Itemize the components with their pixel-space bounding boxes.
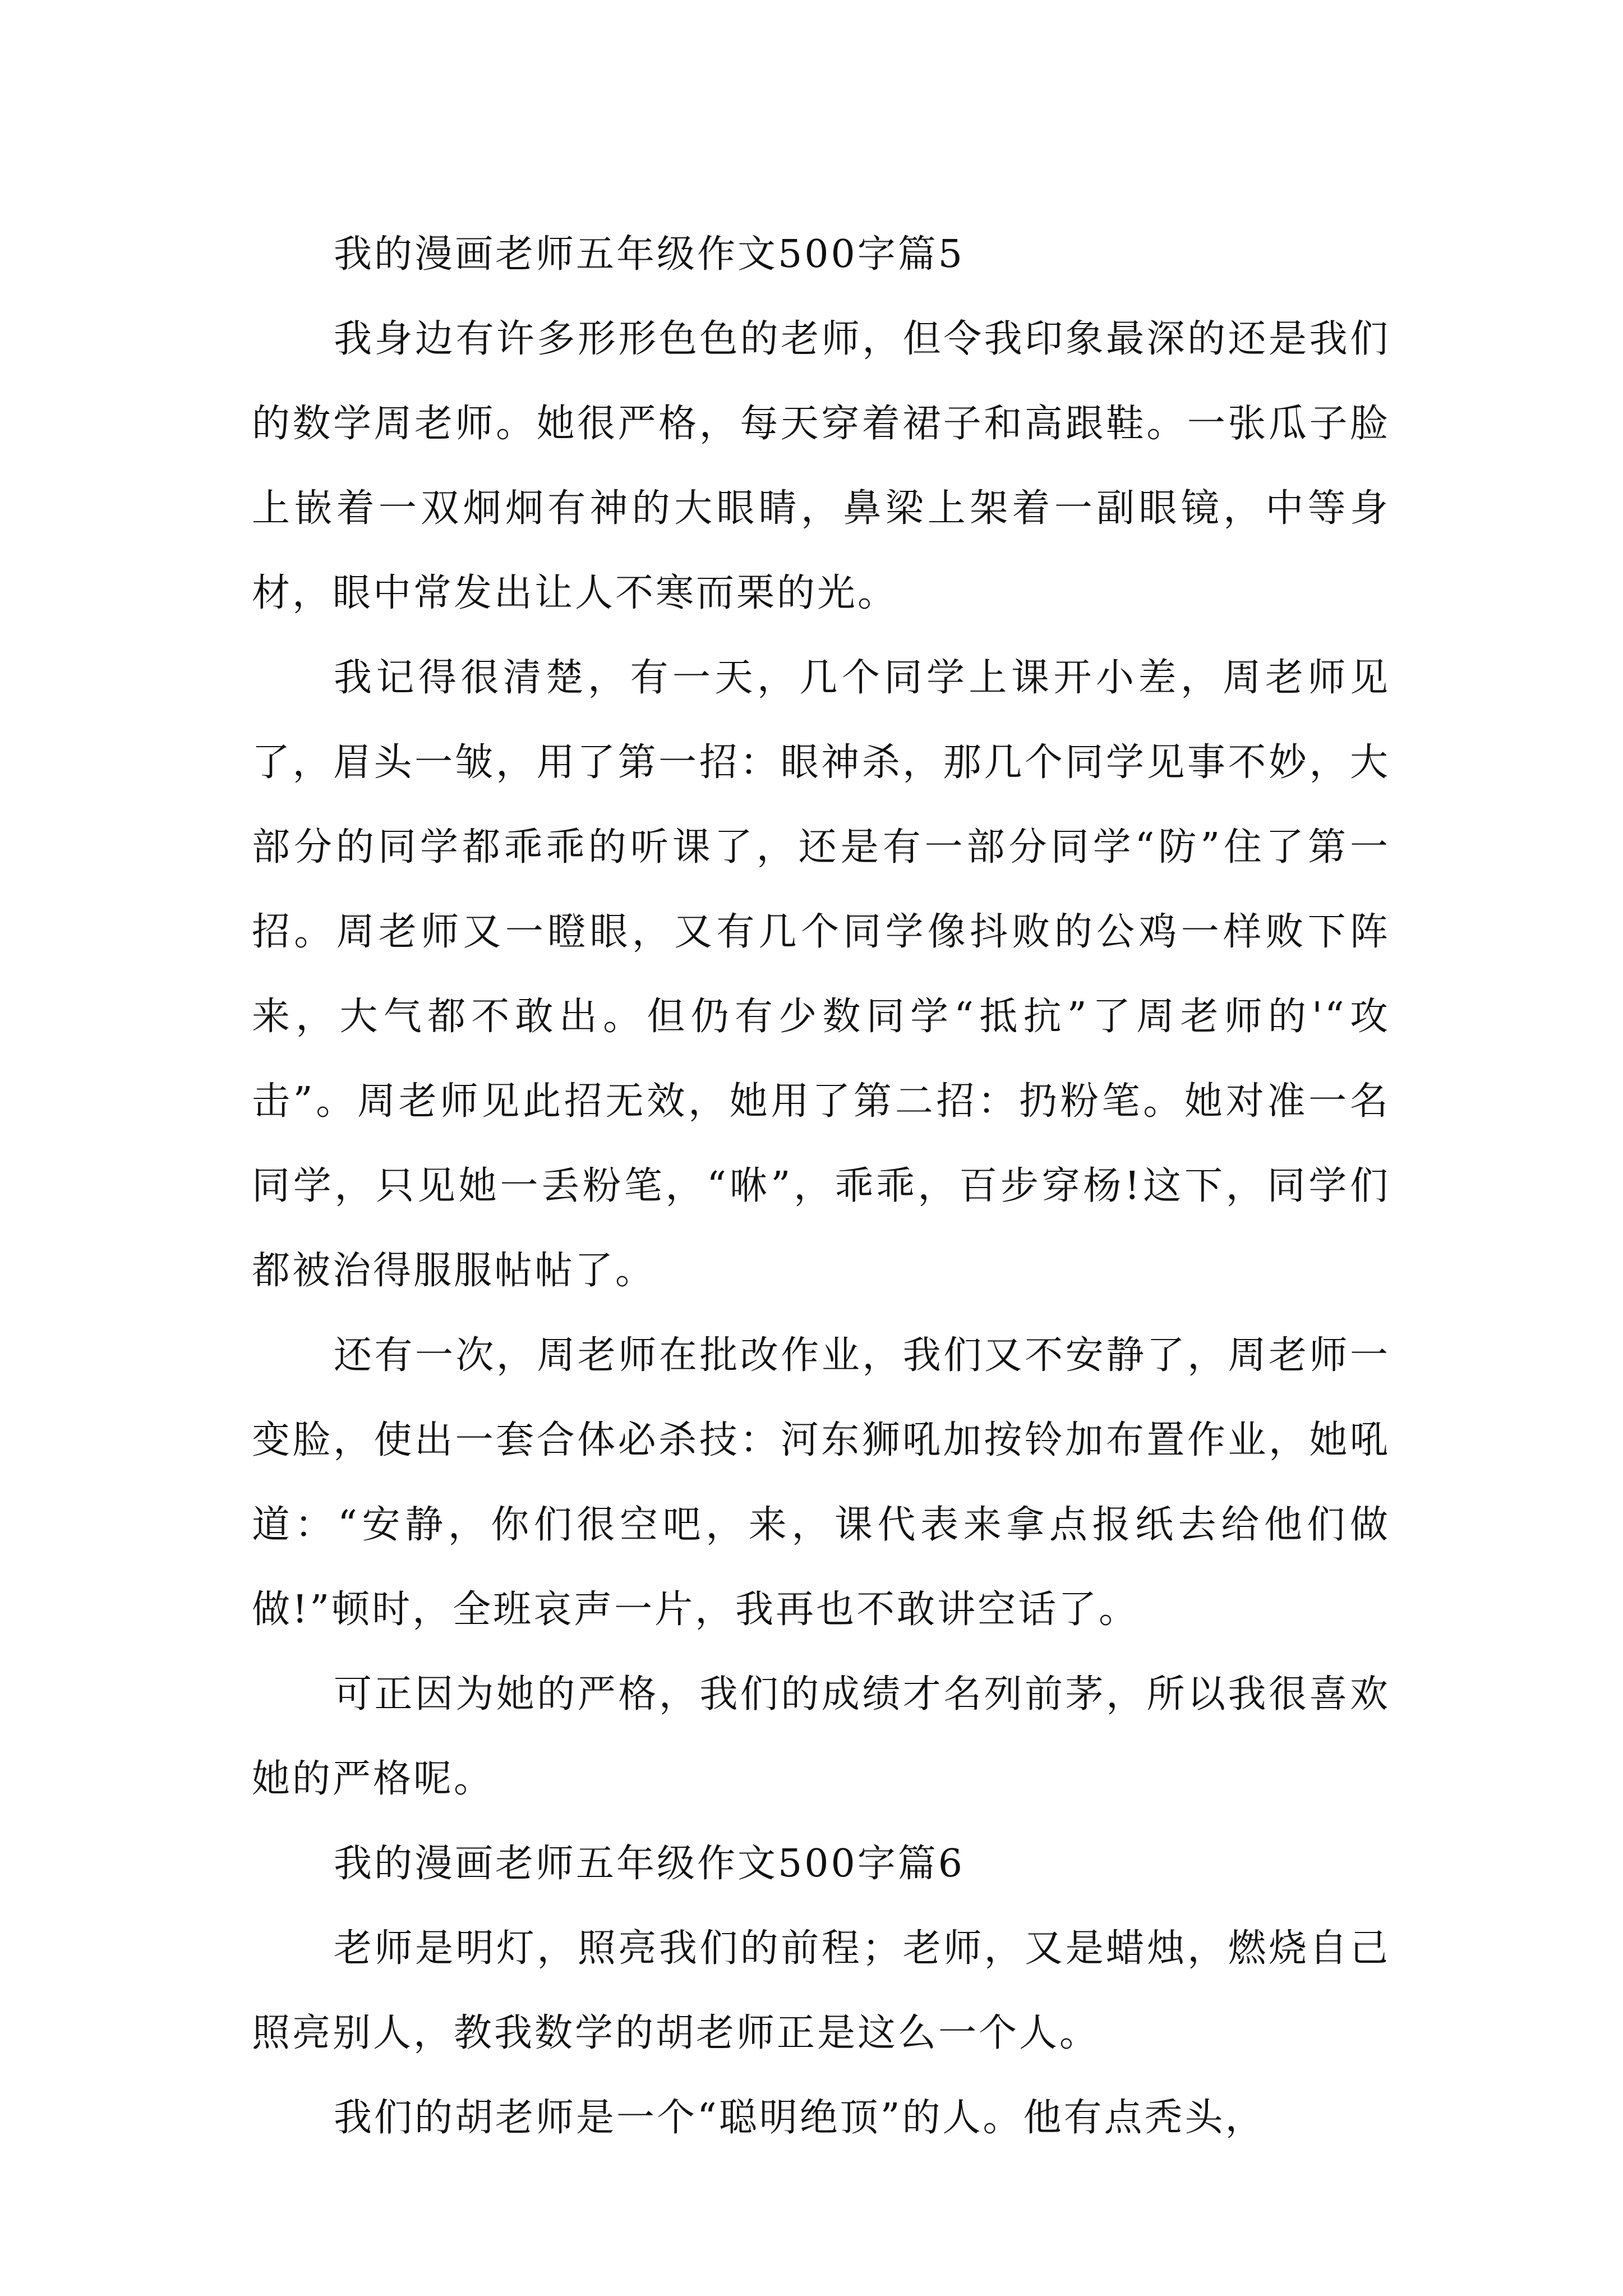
section-heading-6: 我的漫画老师五年级作文500字篇6: [334, 1842, 965, 1886]
paragraph: 还有一次，周老师在批改作业，我们又不安静了，周老师一变脸，使出一套合体必杀技：河东狮吼加按铃加布置作业，她吼道：“安静，你们很空吧，来，课代表来拿点报纸去给他们做做!”顿时，全班哀声一片，我再也不敢讲空话了。: [252, 1333, 1390, 1632]
paragraph: 我记得很清楚，有一天，几个同学上课开小差，周老师见了，眉头一皱，用了第一招：眼神杀，那几个同学见事不妙，大部分的同学都乖乖的听课了，还是有一部分同学“防”住了第一招。周老师又一瞪眼，又有几个同学像抖败的公鸡一样败下阵来，大气都不敢出。但仍有少数同学“抵抗”了周老师的'“攻击”。周老师见此招无效，她用了第二招：扔粉笔。她对准一名同学，只见她一丢粉笔，“咻”，乖乖，百步穿杨!这下，同学们都被治得服服帖帖了。: [252, 656, 1390, 1293]
paragraph: 我们的胡老师是一个“聪明绝顶”的人。他有点秃头，: [334, 2096, 1266, 2140]
section-heading-5: 我的漫画老师五年级作文500字篇5: [334, 232, 965, 277]
essay-text: [252, 212, 1390, 2160]
paragraph: 老师是明灯，照亮我们的前程；老师，又是蜡烛，燃烧自己照亮别人，教我数学的胡老师正是这么一个人。: [252, 1926, 1390, 2055]
paragraph: 我身边有许多形形色色的老师，但令我印象最深的还是我们的数学周老师。她很严格，每天穿着裙子和高跟鞋。一张瓜子脸上嵌着一双炯炯有神的大眼睛，鼻梁上架着一副眼镜，中等身材，眼中常发出让人不寒而栗的光。: [252, 317, 1390, 615]
paragraph: 可正因为她的严格，我们的成绩才名列前茅，所以我很喜欢她的严格呢。: [252, 1672, 1390, 1801]
